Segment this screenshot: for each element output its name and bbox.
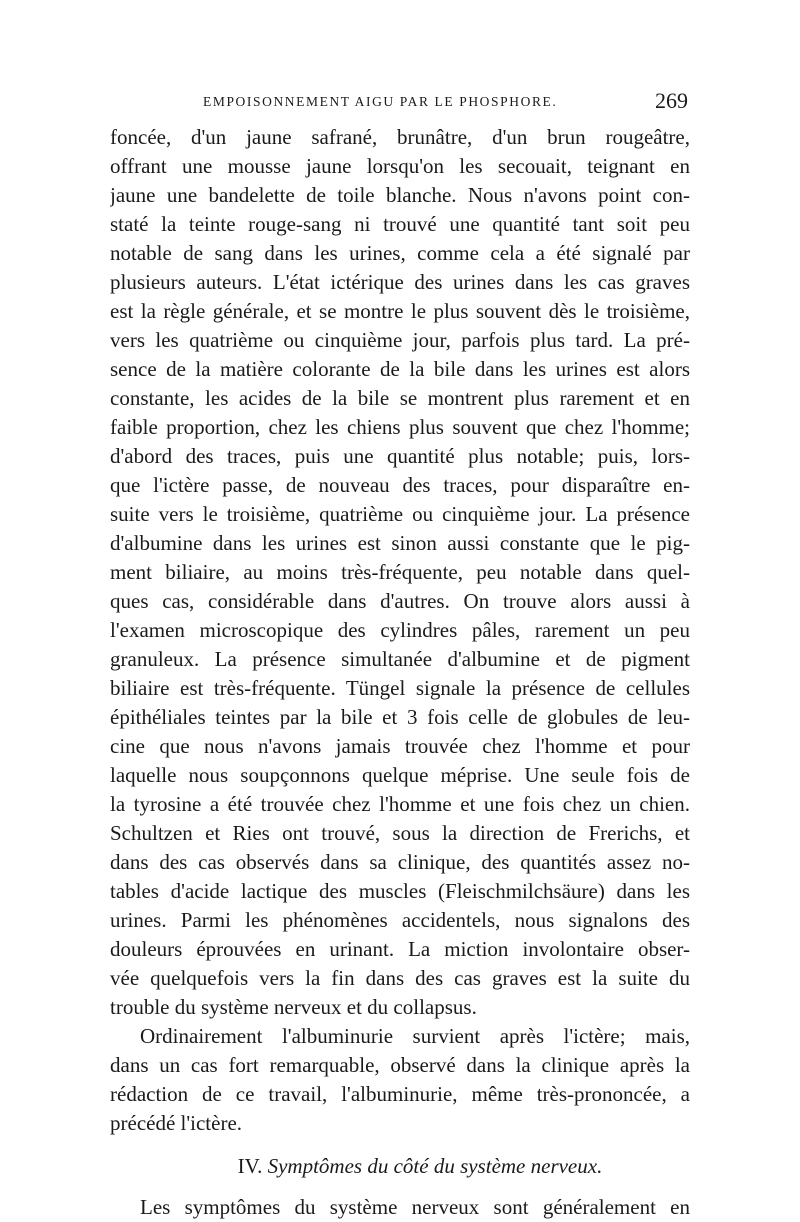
text-line: biliaire est très-fréquente. Tüngel signale la présence de cellules <box>110 676 690 700</box>
paragraph <box>110 1193 690 1222</box>
text-line: Schultzen et Ries ont trouvé, sous la direction de Frerichs, et <box>110 821 690 845</box>
text-line: plusieurs auteurs. L'état ictérique des urines dans les cas graves <box>110 270 690 294</box>
text-line: d'abord des traces, puis une quantité plus notable; puis, lors- <box>110 444 690 468</box>
text-line: faible proportion, chez les chiens plus souvent que chez l'homme; <box>110 415 690 439</box>
text-line: épithéliales teintes par la bile et 3 fois celle de globules de leu- <box>110 705 690 729</box>
text-line: staté la teinte rouge-sang ni trouvé une quantité tant soit peu <box>110 212 690 236</box>
text-line: notable de sang dans les urines, comme cela a été signalé par <box>110 241 690 265</box>
text-line: foncée, d'un jaune safrané, brunâtre, d'un brun rougeâtre, <box>110 125 690 149</box>
text-line: tables d'acide lactique des muscles (Fleischmilchsäure) dans les <box>110 879 690 903</box>
text-line: précédé l'ictère. <box>110 1111 243 1135</box>
text-line: sence de la matière colorante de la bile dans les urines est alors <box>110 357 690 381</box>
text-line: trouble du système nerveux et du collapsus. <box>110 995 477 1019</box>
text-line: ment biliaire, au moins très-fréquente, peu notable dans quel- <box>110 560 690 584</box>
paragraph <box>110 123 690 1022</box>
text-line: constante, les acides de la bile se montrent plus rarement et en <box>110 386 690 410</box>
text-line: jaune une bandelette de toile blanche. Nous n'avons point con- <box>110 183 690 207</box>
text-line: offrant une mousse jaune lorsqu'on les secouait, teignant en <box>110 154 690 178</box>
text-line: vers les quatrième ou cinquième jour, parfois plus tard. La pré- <box>110 328 690 352</box>
running-header <box>110 88 690 118</box>
text-line: vée quelquefois vers la fin dans des cas graves est la suite du <box>110 966 690 990</box>
text-line: douleurs éprouvées en urinant. La miction involontaire obser- <box>110 937 690 961</box>
paragraph <box>110 1022 690 1138</box>
text-line: est la règle générale, et se montre le plus souvent dès le troisième, <box>110 299 690 323</box>
section-numeral: IV. <box>237 1154 263 1178</box>
page-number: 269 <box>655 88 688 113</box>
text-line: dans des cas observés dans sa clinique, des quantités assez no- <box>110 850 690 874</box>
text-line: suite vers le troisième, quatrième ou cinquième jour. La présence <box>110 502 690 526</box>
section-title: Symptômes du côté du système nerveux. <box>267 1154 603 1178</box>
text-line: l'examen microscopique des cylindres pâles, rarement un peu <box>110 618 690 642</box>
text-line: cine que nous n'avons jamais trouvée chez l'homme et pour <box>110 734 690 758</box>
running-title: EMPOISONNEMENT AIGU PAR LE PHOSPHORE. <box>203 94 558 109</box>
text-line: urines. Parmi les phénomènes accidentels, nous signalons des <box>110 908 690 932</box>
text-line: dans un cas fort remarquable, observé dans la clinique après la <box>110 1053 690 1077</box>
text-line: ques cas, considérable dans d'autres. On trouve alors aussi à <box>110 589 690 613</box>
text-line: laquelle nous soupçonnons quelque méprise. Une seule fois de <box>110 763 690 787</box>
text-line: que l'ictère passe, de nouveau des traces, pour disparaître en- <box>110 473 690 497</box>
text-line: d'albumine dans les urines est sinon aussi constante que le pig- <box>110 531 690 555</box>
text-line: granuleux. La présence simultanée d'albumine et de pigment <box>110 647 690 671</box>
section-heading <box>110 1152 690 1181</box>
text-line: rédaction de ce travail, l'albuminurie, même très-prononcée, a <box>110 1082 690 1106</box>
body-text <box>110 123 690 1222</box>
text-line: Les symptômes du système nerveux sont généralement en <box>140 1195 690 1219</box>
text-line: Ordinairement l'albuminurie survient après l'ictère; mais, <box>140 1024 690 1048</box>
text-line: la tyrosine a été trouvée chez l'homme et une fois chez un chien. <box>110 792 690 816</box>
